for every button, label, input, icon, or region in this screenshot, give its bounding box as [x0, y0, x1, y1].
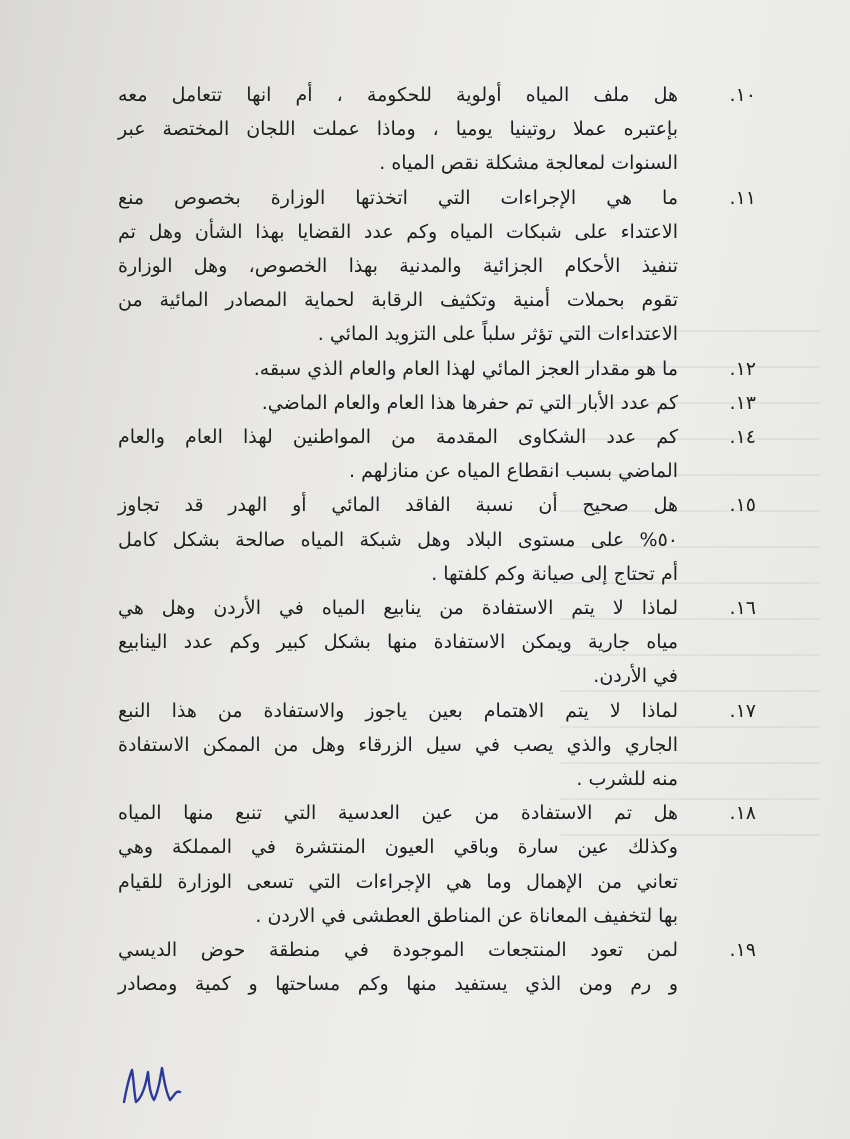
item-number: ١٨.	[729, 802, 756, 825]
item-number: ١٢.	[729, 357, 756, 380]
question-item-17	[118, 694, 756, 797]
item-number: ١٤.	[729, 426, 756, 449]
question-item-16	[118, 591, 756, 694]
item-line: ٥٠% على مستوى البلاد وهل شبكة المياه صالحة بشكل كامل	[118, 528, 678, 551]
item-line: كم عدد الشكاوى المقدمة من المواطنين لهذا العام والعام	[118, 426, 678, 449]
item-line: الاعتداءات التي تؤثر سلباً على التزويد المائي .	[317, 323, 678, 346]
item-line: بإعتبره عملا روتينيا يوميا ، وماذا عملت اللجان المختصة عبر	[118, 118, 678, 141]
question-item-18	[118, 796, 756, 933]
item-line: في الأردن.	[593, 665, 678, 688]
item-number: ١١.	[729, 186, 756, 209]
item-line: هل تم الاستفادة من عين العدسية التي تنبع منها المياه	[118, 802, 678, 825]
item-number: ١٩.	[729, 939, 756, 962]
item-number: ١٥.	[729, 494, 756, 517]
item-number: ١٠.	[729, 84, 756, 106]
item-line: و رم ومن الذي يستفيد منها وكم مساحتها و كمية ومصادر	[118, 973, 678, 996]
item-number: ١٣.	[729, 391, 756, 414]
item-line: تنفيذ الأحكام الجزائية والمدنية بهذا الخصوص، وهل الوزارة	[118, 255, 678, 278]
item-line: لماذا لا يتم الاهتمام بعين ياجوز والاستفادة من هذا النبع	[118, 699, 678, 722]
item-line: لمن تعود المنتجعات الموجودة في منطقة حوض الديسي	[118, 939, 678, 962]
item-line: كم عدد الأبار التي تم حفرها هذا العام والعام الماضي.	[261, 391, 678, 414]
item-line: الجاري والذي يصب في سيل الزرقاء وهل من الممكن الاستفادة	[118, 733, 678, 756]
item-line: لماذا لا يتم الاستفادة من ينابيع المياه في الأردن وهل هي	[118, 597, 678, 620]
question-item-11	[118, 181, 756, 352]
question-item-19	[118, 933, 756, 1001]
item-line: الماضي بسبب انقطاع المياه عن منازلهم .	[348, 460, 678, 483]
item-line: هل ملف المياه أولوية للحكومة ، أم انها تتعامل معه	[118, 84, 678, 106]
item-line: مياه جارية ويمكن الاستفادة منها بشكل كبير وكم عدد الينابيع	[118, 631, 678, 654]
item-line: تعاني من الإهمال وما هي الإجراءات التي تسعى الوزارة للقيام	[118, 870, 678, 893]
item-line: منه للشرب .	[576, 768, 678, 791]
item-line: هل صحيح أن نسبة الفاقد المائي أو الهدر قد تجاوز	[118, 494, 678, 517]
question-item-12	[118, 352, 756, 386]
item-line: ما هو مقدار العجز المائي لهذا العام والعام الذي سبقه.	[253, 357, 678, 380]
question-item-13	[118, 386, 756, 420]
item-line: الاعتداء على شبكات المياه وكم عدد القضايا بهذا الشأن وهل تم	[118, 220, 678, 243]
item-line: بها لتخفيف المعاناة عن المناطق العطشى في الاردن .	[255, 904, 678, 927]
item-line: السنوات لمعالجة مشكلة نقص المياه .	[379, 152, 678, 175]
question-item-10	[118, 78, 756, 181]
item-number: ١٧.	[729, 699, 756, 722]
item-line: تقوم بحملات أمنية وتكثيف الرقابة لحماية المصادر المائية من	[118, 289, 678, 312]
handwritten-signature	[118, 1062, 188, 1112]
item-line: ما هي الإجراءات التي اتخذتها الوزارة بخصوص منع	[118, 186, 678, 209]
item-line: وكذلك عين سارة وباقي العيون المنتشرة في المملكة وهي	[118, 836, 678, 859]
question-item-15	[118, 488, 756, 591]
question-item-14	[118, 420, 756, 488]
item-number: ١٦.	[729, 597, 756, 620]
question-list	[118, 78, 756, 1001]
item-line: أم تحتاج إلى صيانة وكم كلفتها .	[431, 562, 678, 585]
